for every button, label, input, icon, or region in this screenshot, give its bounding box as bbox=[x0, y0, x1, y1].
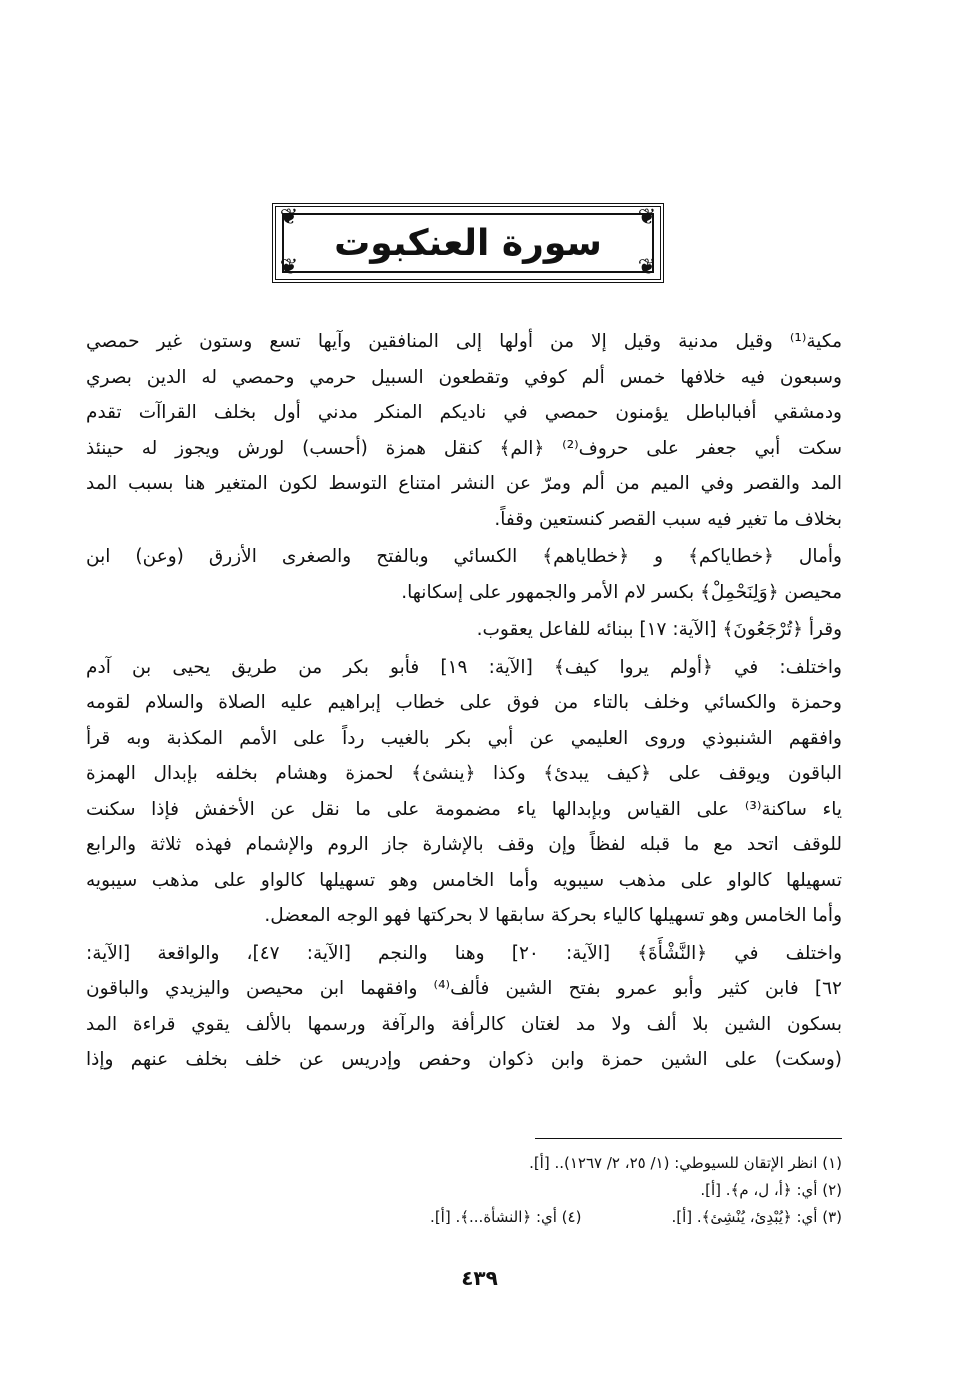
text-line: بسكون الشين بلا ألف ولا مد لغتان كالرأفة والرآفة ورسمها بالألف يقوي قراءة المد bbox=[86, 1013, 842, 1035]
text-line: وأما الخامس وهو تسهيلها كالياء بحركة سابقها لا بحركتها فهو الوجه المعضل. bbox=[264, 905, 842, 926]
text-line: بخلاف ما تغير فيه سبب القصر كنستعين وقفاً. bbox=[494, 508, 842, 530]
text-line: وقرأ ﴿تُرْجَعُونَ﴾ [الآية: ١٧] ببنائه للفاعل يعقوب. bbox=[476, 619, 842, 640]
body-text bbox=[86, 324, 842, 1080]
paragraph bbox=[86, 936, 842, 1078]
ornament-icon: ❦ bbox=[279, 205, 299, 230]
surah-title-frame bbox=[272, 203, 664, 283]
ornament-icon: ❦ bbox=[637, 205, 657, 230]
ornament-icon: ❦ bbox=[637, 255, 657, 280]
text-line: الباقون ويوقف على ﴿كيف يبدئ﴾ وكذا ﴿ينشئ﴾ لحمزة وهشام بخلفه بإبدال الهمزة bbox=[86, 763, 842, 784]
text-line: محيصن ﴿وَلِنَحْمِلْ﴾ بكسر لام الأمر والجمهور على إسكانها. bbox=[401, 581, 842, 603]
text-line: ودمشقي أفبالباطل يؤمنون حمصي في ناديكم المنكر مدني أول بخلف القراآت تقدم bbox=[86, 402, 842, 423]
footnote-4: (٤) أي: ﴿النشأة...﴾. [أ]. bbox=[430, 1208, 582, 1226]
footnotes bbox=[86, 1150, 842, 1231]
text-line: للوقف اتحد مع ما قبله لفظاً وإن وقف بالإشارة جاز الروم والإشمام فهذه ثلاثة والرابع bbox=[86, 834, 842, 855]
footnote-row bbox=[86, 1177, 842, 1204]
footnote-2: (٢) أي: ﴿أ، ل، م﴾. [أ]. bbox=[700, 1181, 842, 1199]
text-line: تسهيلها كالواو على مذهب سيبويه وأما الخامس وهو تسهيلها كالواو على مذهب سيبويه bbox=[86, 869, 842, 891]
footnote-3: (٣) أي: ﴿يُبْدِئ، يُنْشِئ﴾. [أ]. bbox=[671, 1208, 842, 1226]
footnote-row bbox=[86, 1150, 842, 1177]
paragraph bbox=[86, 539, 842, 610]
page-number: ٤٣٩ bbox=[461, 1266, 498, 1290]
paragraph bbox=[86, 650, 842, 934]
text-line: وأمال ﴿خطاياكم﴾ و ﴿خطاياهم﴾ الكسائي وبالفتح والصغرى الأزرق (وعن) ابن bbox=[86, 546, 842, 567]
footnote-row bbox=[86, 1204, 842, 1231]
text-line: المد والقصر وفي الميم من ألم ومرّ عن النشر امتناع التوسط لكون المتغير هنا بسبب المد bbox=[86, 473, 842, 494]
text-line: واختلف في ﴿النَّشْأَةَ﴾ [الآية: ٢٠] وهنا والنجم [الآية: ٤٧]، والواقعة [الآية: bbox=[86, 942, 842, 964]
ornament-icon: ❦ bbox=[279, 255, 299, 280]
text-line: واختلف: في ﴿أولم يروا كيف﴾ [الآية: ١٩] فأبو بكر من طريق يحيى بن آدم bbox=[86, 656, 842, 678]
text-line: ياء ساكنة⁽³⁾ على القياس وبإبدالها ياء مضمومة على ما نقل عن الأخفش فإذا سكنت bbox=[86, 798, 842, 820]
text-line: وافقهم الشنبوذي وروى العليمي عن أبي بكر بالغيب رداً على الأمم المكذبة وبه قرأ bbox=[86, 727, 842, 749]
text-line: (وسكت) على الشين حمزة وابن ذكوان وحفص وإدريس عن خلف بخلف عنهم وإذا bbox=[86, 1049, 842, 1070]
text-line: ٦٢] فابن كثير وأبو عمرو بفتح الشين فألف⁽⁴⁾ وافقهما ابن محيصن واليزيدي والباقون bbox=[86, 978, 842, 999]
footnote-1: (١) انظر الإتقان للسيوطي: (١/ ٢٥، ٢/ ١٢٦٧).. [أ]. bbox=[529, 1154, 842, 1172]
text-line: وحمزة والكسائي وخلف بالتاء من فوق على خطاب إبراهيم عليه الصلاة والسلام لقومه bbox=[86, 692, 842, 713]
text-line: مكية⁽¹⁾ وقيل مدنية وقيل إلا من أولها إلى المنافقين وآيها تسع وستون غير حمصي bbox=[86, 331, 842, 352]
text-line: وسبعون فيه خلافها خمس ألم كوفي وتقطعون السبيل حرمي وحمصي له الدين بصري bbox=[86, 366, 842, 388]
footnote-divider bbox=[535, 1138, 842, 1139]
text-line: سكت أبي جعفر على حروف⁽²⁾ ﴿الم﴾ كنقل همزة (أحسب) لورش ويجوز له حينئذ bbox=[86, 437, 842, 459]
paragraph bbox=[86, 612, 842, 648]
surah-title: سورة العنكبوت bbox=[334, 222, 602, 264]
paragraph bbox=[86, 324, 842, 537]
